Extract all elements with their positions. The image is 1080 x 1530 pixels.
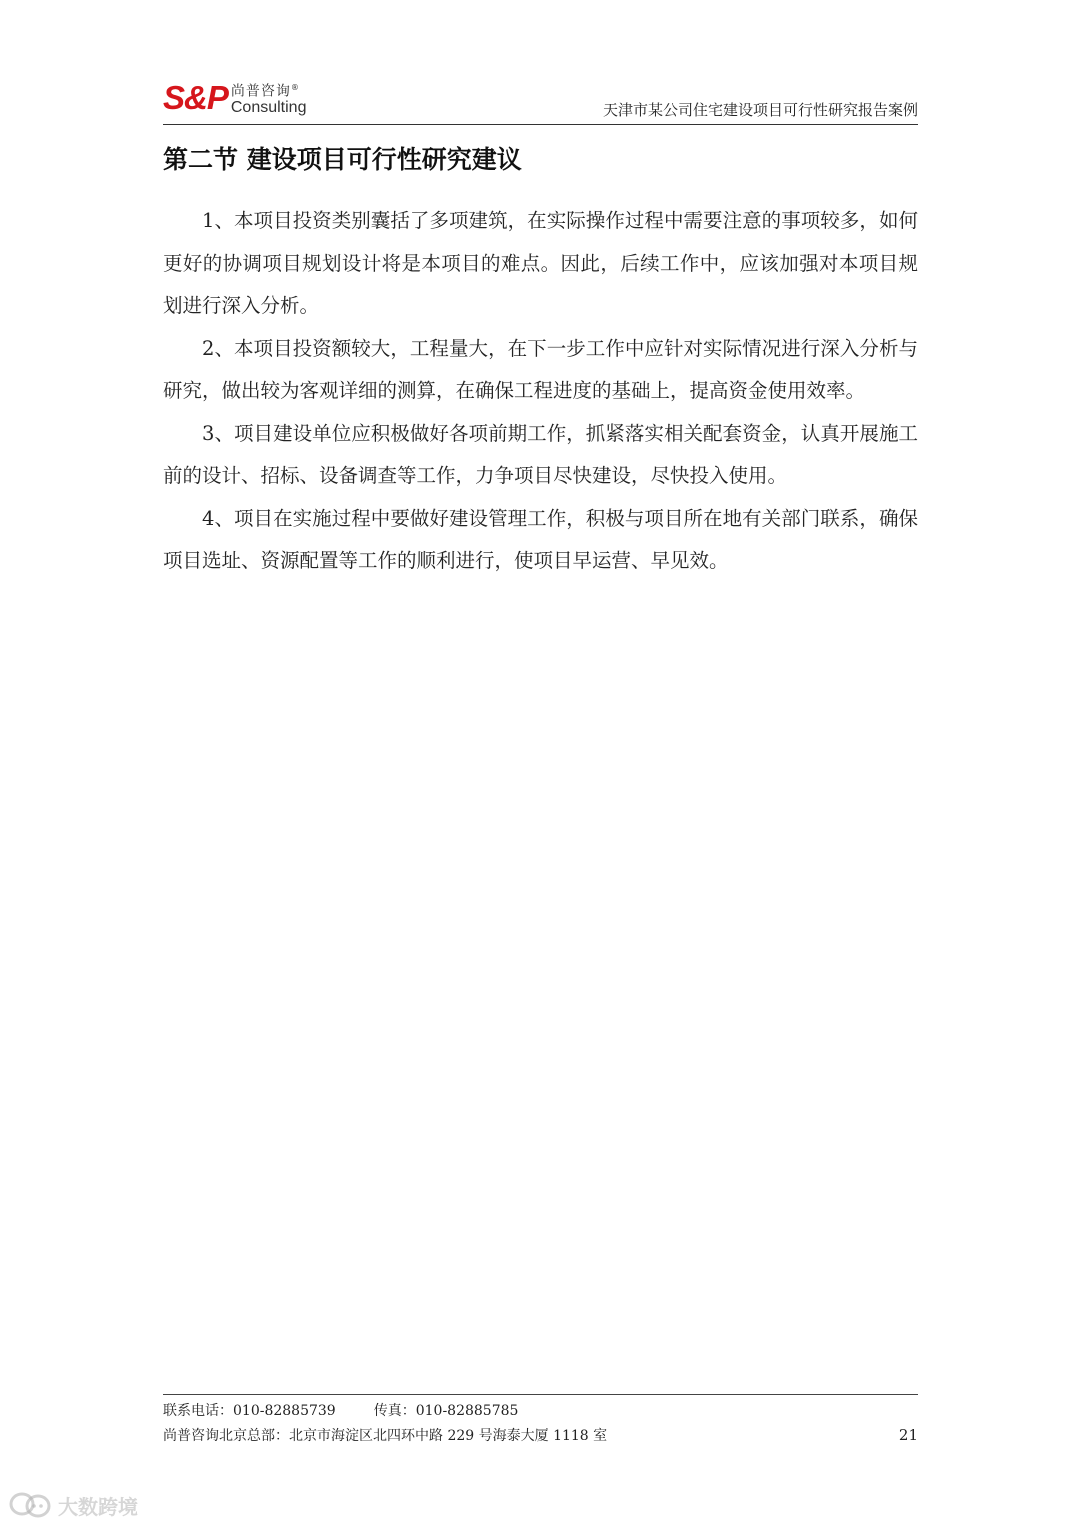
company-address: 尚普咨询北京总部：北京市海淀区北四环中路 229 号海泰大厦 1118 室 [163, 1428, 608, 1444]
chat-bubble-icon [8, 1490, 52, 1520]
section-title: 第二节 建设项目可行性研究建议 [163, 145, 522, 174]
logo-mark: S&P [163, 79, 228, 116]
watermark [8, 1490, 138, 1520]
logo-chinese-name: 尚普咨询® [230, 83, 300, 100]
page-number: 21 [898, 1426, 918, 1444]
company-logo [163, 78, 306, 118]
page-header [163, 72, 918, 125]
paragraph-2: 2、本项目投资额较大，工程量大，在下一步工作中应针对实际情况进行深入分析与研究，做出较为客观详细的测算，在确保工程进度的基础上，提高资金使用效率。 [163, 336, 918, 402]
paragraph-3: 3、项目建设单位应积极做好各项前期工作，抓紧落实相关配套资金，认真开展施工前的设计、招标、设备调查等工作，力争项目尽快建设，尽快投入使用。 [163, 421, 918, 487]
contact-fax: 传真：010-82885785 [373, 1403, 519, 1419]
document-title: 天津市某公司住宅建设项目可行性研究报告案例 [602, 101, 918, 119]
body-text [163, 200, 918, 583]
paragraph-1: 1、本项目投资类别囊括了多项建筑，在实际操作过程中需要注意的事项较多，如何更好的协调项目规划设计将是本项目的难点。因此，后续工作中，应该加强对本项目规划进行深入分析。 [163, 209, 918, 317]
paragraph-4: 4、项目在实施过程中要做好建设管理工作，积极与项目所在地有关部门联系，确保项目选址、资源配置等工作的顺利进行，使项目早运营、早见效。 [163, 506, 918, 572]
logo-english-name: Consulting [230, 98, 307, 116]
logo-text [231, 78, 307, 116]
contact-phone: 联系电话：010-82885739 [163, 1403, 336, 1419]
contact-line [163, 1399, 918, 1423]
address-line [163, 1423, 918, 1448]
page-footer [163, 1394, 918, 1448]
registered-mark: ® [290, 83, 300, 92]
watermark-text: 大数跨境 [58, 1494, 138, 1519]
